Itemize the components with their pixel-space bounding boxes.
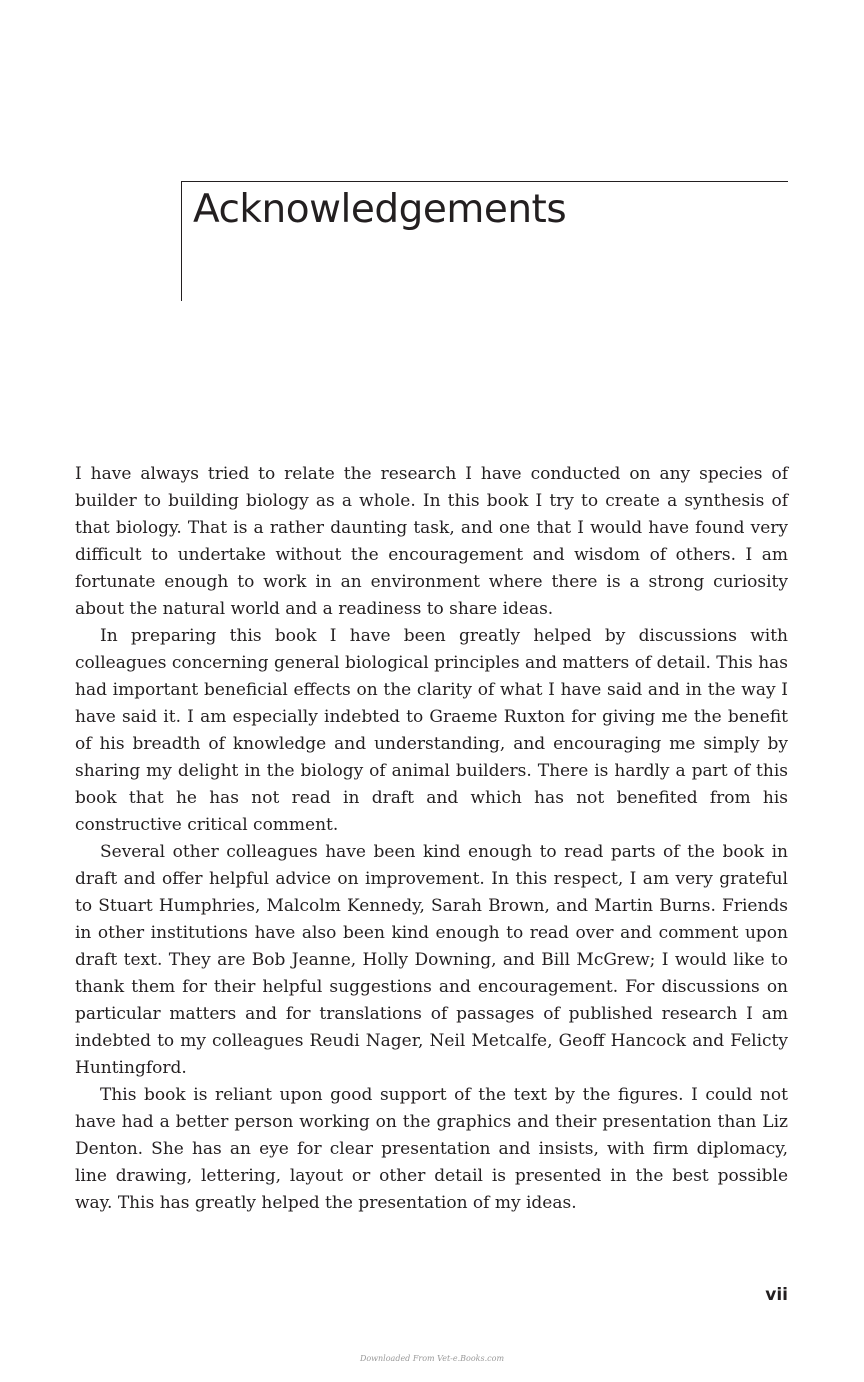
paragraph: I have always tried to relate the research I have conducted on any species of builder to building biology as a whole. In this book I try to create a synthesis of that biology. That is a rather daunting task, and one that I would have found very difficult to undertake without the encouragement and wisdom of others. I am fortunate enough to work in an environment where there is a strong curiosity about the natural world and a readiness to share ideas. xyxy=(75,464,788,619)
watermark: Downloaded From Vet-e.Books.com xyxy=(359,1354,505,1363)
paragraph: In preparing this book I have been greatly helped by discussions with colleagues concerning general biological principles and matters of detail. This has had important beneficial effects on the clarity of what I have said and in the way I have said it. I am especially indebted to Graeme Ruxton for giving me the benefit of his breadth of knowledge and understanding, and encouraging me simply by sharing my delight in the biology of animal builders. There is hardly a part of this book that he has not read in draft and which has not benefited from his constructive critical comment. xyxy=(75,626,788,835)
paragraph: This book is reliant upon good support of the text by the figures. I could not have had a better person working on the graphics and their presentation than Liz Denton. She has an eye for clear presentation and insists, with firm diplomacy, line drawing, lettering, layout or other detail is presented in the best possible way. This has greatly helped the presentation of my ideas. xyxy=(75,1085,788,1213)
paragraph: Several other colleagues have been kind enough to read parts of the book in draft and offer helpful advice on improvement. In this respect, I am very grateful to Stuart Humphries, Malcolm Kennedy, Sarah Brown, and Martin Burns. Friends in other institutions have also been kind enough to read over and comment upon draft text. They are Bob Jeanne, Holly Downing, and Bill McGrew; I would like to thank them for their helpful suggestions and encouragement. For discussions on particular matters and for translations of passages of published research I am indebted to my colleagues Reudi Nager, Neil Metcalfe, Geoff Hancock and Felicty Huntingford. xyxy=(75,842,788,1078)
chapter-heading-frame xyxy=(181,181,788,301)
page-number: vii xyxy=(765,1285,788,1305)
chapter-title: Acknowledgements xyxy=(193,187,567,232)
body-text xyxy=(75,461,788,1217)
